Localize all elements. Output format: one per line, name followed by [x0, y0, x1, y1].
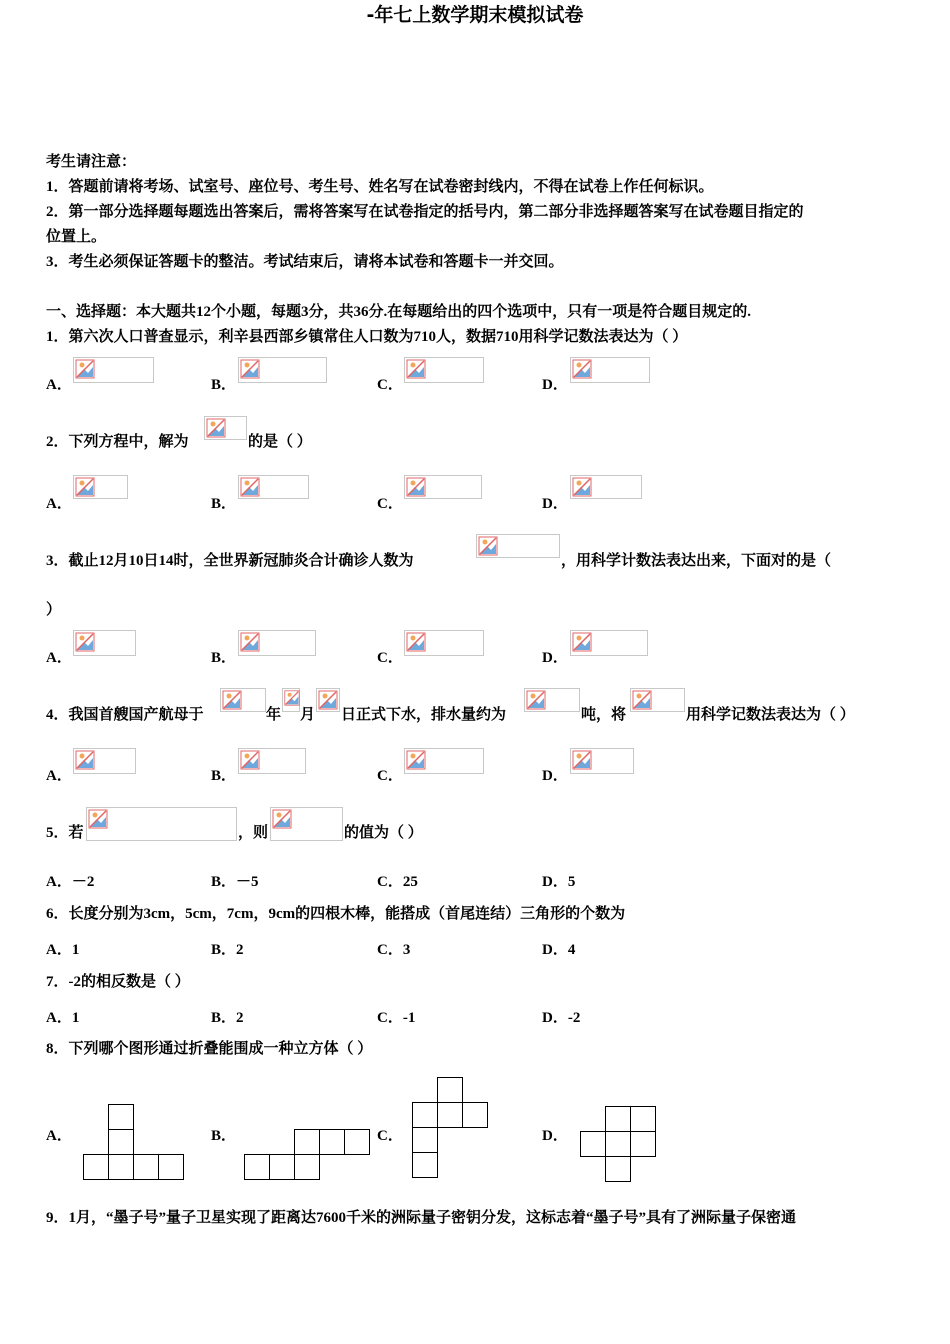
broken-image-icon — [318, 690, 338, 710]
net-square — [605, 1156, 631, 1182]
notice-heading: 考生请注意： — [46, 154, 137, 170]
question-5-text: 的值为（ ） — [344, 825, 423, 841]
question-4-text: 年 — [266, 707, 282, 723]
question-4-text: 吨，将 — [581, 707, 627, 723]
question-9-text: 9．1月，“墨子号”量子卫星实现了距离达7600千米的洲际量子密钥分发，这标志着“墨子号”具有了洲际量子保密通 — [46, 1210, 797, 1226]
option-b: B．－5 — [211, 874, 259, 890]
option-d: D．4 — [542, 942, 576, 958]
broken-image-icon — [406, 750, 426, 770]
option-d-label: D． — [542, 377, 568, 393]
net-square — [344, 1129, 370, 1155]
question-6-text: 6．长度分别为3cm，5cm，7cm，9cm的四根木棒，能搭成（首尾连结）三角形的个数为 — [46, 906, 626, 922]
formula-image — [404, 475, 482, 499]
option-c-label: C． — [377, 496, 403, 512]
formula-image — [238, 630, 316, 656]
net-square — [108, 1129, 134, 1155]
broken-image-icon — [240, 477, 260, 497]
option-b-label: B． — [211, 650, 237, 666]
formula-image — [524, 688, 580, 712]
net-square — [437, 1102, 463, 1128]
option-d-label: D． — [542, 768, 568, 784]
broken-image-icon — [240, 750, 260, 770]
net-square — [83, 1154, 109, 1180]
broken-image-icon — [75, 477, 95, 497]
broken-image-icon — [406, 632, 426, 652]
net-square — [244, 1154, 270, 1180]
formula-image — [73, 748, 136, 774]
notice-item: 位置上。 — [46, 229, 107, 245]
net-square — [294, 1129, 320, 1155]
broken-image-icon — [572, 477, 592, 497]
formula-image — [238, 357, 327, 383]
net-square — [437, 1077, 463, 1103]
formula-image — [238, 748, 306, 774]
net-square — [462, 1102, 488, 1128]
option-a-label: A． — [46, 496, 72, 512]
question-4-text: 月 — [300, 707, 316, 723]
net-square — [108, 1154, 134, 1180]
broken-image-icon — [222, 690, 242, 710]
net-square — [133, 1154, 159, 1180]
broken-image-icon — [88, 809, 108, 829]
option-a: A．－2 — [46, 874, 95, 890]
formula-image — [73, 475, 128, 499]
broken-image-icon — [284, 690, 300, 706]
question-3-text: ，用科学计数法表达出来，下面对的是（ — [561, 553, 832, 569]
notice-item: 2．第一部分选择题每题选出答案后，需将答案写在试卷指定的括号内，第二部分非选择题答案写在试卷题目指定的 — [46, 204, 804, 220]
formula-image — [570, 357, 650, 383]
broken-image-icon — [572, 750, 592, 770]
net-square — [630, 1131, 656, 1157]
net-square — [580, 1131, 606, 1157]
formula-image — [270, 807, 343, 841]
option-b-label: B． — [211, 768, 237, 784]
formula-image — [404, 748, 484, 774]
option-a-label: A． — [46, 650, 72, 666]
option-b: B．2 — [211, 1010, 244, 1026]
notice-item: 3．考生必须保证答题卡的整洁。考试结束后，请将本试卷和答题卡一并交回。 — [46, 254, 564, 270]
option-a: A．1 — [46, 1010, 80, 1026]
formula-image — [73, 630, 136, 656]
option-a-label: A． — [46, 377, 72, 393]
page-title: -年七上数学期末模拟试卷 — [366, 4, 584, 26]
net-square — [319, 1129, 345, 1155]
notice-item: 1．答题前请将考场、试室号、座位号、考生号、姓名写在试卷密封线内，不得在试卷上作任何标识。 — [46, 179, 714, 195]
question-3-text: ） — [46, 602, 62, 618]
broken-image-icon — [406, 359, 426, 379]
option-c-label: C． — [377, 377, 403, 393]
net-square — [605, 1131, 631, 1157]
question-4-text: 4．我国首艘国产航母于 — [46, 707, 204, 723]
question-4-text: 用科学记数法表达为（ ） — [686, 707, 855, 723]
option-c-label: C． — [377, 1128, 403, 1144]
broken-image-icon — [240, 359, 260, 379]
formula-image — [204, 416, 247, 440]
question-1-text: 1．第六次人口普查显示，利辛县西部乡镇常住人口数为710人，数据710用科学记数法表达为（ ） — [46, 329, 688, 345]
option-a-label: A． — [46, 768, 72, 784]
broken-image-icon — [75, 750, 95, 770]
formula-image — [570, 748, 634, 774]
formula-image — [282, 688, 300, 712]
option-c: C．-1 — [377, 1010, 416, 1026]
formula-image — [570, 475, 642, 499]
net-square — [108, 1104, 134, 1130]
formula-image — [404, 357, 484, 383]
broken-image-icon — [206, 418, 226, 438]
option-b-label: B． — [211, 1128, 237, 1144]
option-d-label: D． — [542, 1128, 568, 1144]
option-c: C．25 — [377, 874, 418, 890]
broken-image-icon — [240, 632, 260, 652]
option-d-label: D． — [542, 496, 568, 512]
option-a-label: A． — [46, 1128, 72, 1144]
question-5-text: ，则 — [238, 825, 269, 841]
formula-image — [630, 688, 685, 712]
broken-image-icon — [75, 632, 95, 652]
formula-image — [316, 688, 340, 712]
net-square — [269, 1154, 295, 1180]
option-c: C．3 — [377, 942, 411, 958]
formula-image — [476, 534, 560, 558]
broken-image-icon — [478, 536, 498, 556]
option-d: D．-2 — [542, 1010, 581, 1026]
broken-image-icon — [526, 690, 546, 710]
question-2-text: 的是（ ） — [248, 434, 312, 450]
question-8-text: 8．下列哪个图形通过折叠能围成一种立方体（ ） — [46, 1041, 373, 1057]
broken-image-icon — [632, 690, 652, 710]
broken-image-icon — [572, 632, 592, 652]
formula-image — [73, 357, 154, 383]
option-c-label: C． — [377, 650, 403, 666]
formula-image — [220, 688, 266, 712]
option-a: A．1 — [46, 942, 80, 958]
broken-image-icon — [406, 477, 426, 497]
option-c-label: C． — [377, 768, 403, 784]
question-5-text: 5．若 — [46, 825, 84, 841]
broken-image-icon — [572, 359, 592, 379]
option-b: B．2 — [211, 942, 244, 958]
net-square — [294, 1154, 320, 1180]
section-heading: 一、选择题：本大题共12个小题，每题3分，共36分.在每题给出的四个选项中，只有一项是符合题目规定的. — [46, 304, 752, 320]
formula-image — [238, 475, 309, 499]
option-b-label: B． — [211, 377, 237, 393]
formula-image — [570, 630, 648, 656]
net-square — [412, 1127, 438, 1153]
net-square — [630, 1106, 656, 1132]
net-square — [158, 1154, 184, 1180]
broken-image-icon — [272, 809, 292, 829]
question-7-text: 7．-2的相反数是（ ） — [46, 974, 190, 990]
option-d: D．5 — [542, 874, 576, 890]
option-b-label: B． — [211, 496, 237, 512]
question-3-text: 3．截止12月10日14时，全世界新冠肺炎合计确诊人数为 — [46, 553, 414, 569]
question-2-text: 2．下列方程中，解为 — [46, 434, 189, 450]
net-square — [412, 1102, 438, 1128]
formula-image — [404, 630, 484, 656]
net-square — [412, 1152, 438, 1178]
formula-image — [86, 807, 237, 841]
option-d-label: D． — [542, 650, 568, 666]
broken-image-icon — [75, 359, 95, 379]
net-square — [605, 1106, 631, 1132]
question-4-text: 日正式下水，排水量约为 — [341, 707, 507, 723]
